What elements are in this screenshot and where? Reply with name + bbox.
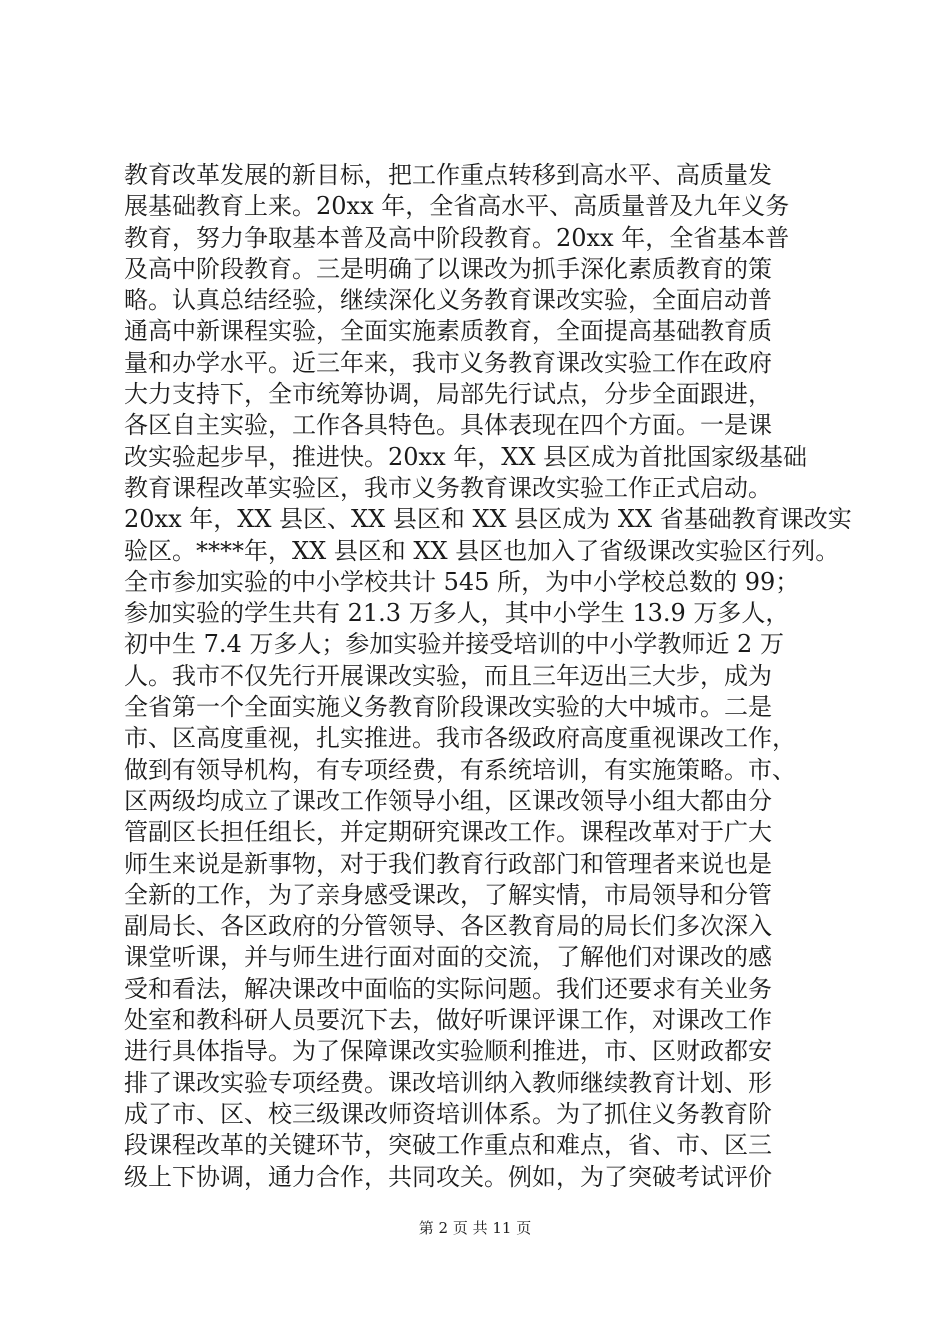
text-line: 教育课程改革实验区，我市义务教育课改实验工作正式启动。 bbox=[124, 473, 772, 502]
text-line: 师生来说是新事物，对于我们教育行政部门和管理者来说也是 bbox=[124, 849, 772, 878]
text-line: 验区。****年，XX 县区和 XX 县区也加入了省级课改实验区行列。 bbox=[124, 536, 840, 565]
text-line: 管副区长担任组长，并定期研究课改工作。课程改革对于广大 bbox=[124, 818, 772, 847]
text-line: 人。我市不仅先行开展课改实验，而且三年迈出三大步，成为 bbox=[124, 661, 772, 690]
text-line: 量和办学水平。近三年来，我市义务教育课改实验工作在政府 bbox=[124, 348, 772, 377]
text-line: 区两级均成立了课改工作领导小组，区课改领导小组大都由分 bbox=[124, 786, 772, 815]
page-number-footer: 第 2 页 共 11 页 bbox=[418, 1219, 532, 1237]
text-line: 教育，努力争取基本普及高中阶段教育。20xx 年，全省基本普 bbox=[124, 223, 790, 252]
text-line: 参加实验的学生共有 21.3 万多人，其中小学生 13.9 万多人， bbox=[124, 599, 790, 628]
text-line: 全省第一个全面实施义务教育阶段课改实验的大中城市。二是 bbox=[124, 693, 772, 722]
text-line: 各区自主实验，工作各具特色。具体表现在四个方面。一是课 bbox=[124, 411, 772, 440]
text-line: 初中生 7.4 万多人；参加实验并接受培训的中小学教师近 2 万 bbox=[124, 630, 784, 659]
text-line: 略。认真总结经验，继续深化义务教育课改实验，全面启动普 bbox=[124, 286, 772, 315]
text-line: 处室和教科研人员要沉下去，做好听课评课工作，对课改工作 bbox=[124, 1006, 772, 1035]
text-line: 全新的工作，为了亲身感受课改，了解实情，市局领导和分管 bbox=[124, 880, 772, 909]
text-line: 20xx 年，XX 县区、XX 县区和 XX 县区成为 XX 省基础教育课改实 bbox=[124, 505, 852, 534]
text-line: 级上下协调，通力合作，共同攻关。例如，为了突破考试评价 bbox=[124, 1162, 772, 1191]
body-paragraph bbox=[124, 160, 852, 1193]
text-line: 受和看法，解决课改中面临的实际问题。我们还要求有关业务 bbox=[124, 974, 772, 1003]
text-line: 教育改革发展的新目标，把工作重点转移到高水平、高质量发 bbox=[124, 161, 772, 189]
text-line: 展基础教育上来。20xx 年，全省高水平、高质量普及九年义务 bbox=[124, 192, 790, 221]
text-line: 段课程改革的关键环节，突破工作重点和难点，省、市、区三 bbox=[124, 1131, 772, 1160]
text-line: 通高中新课程实验，全面实施素质教育，全面提高基础教育质 bbox=[124, 317, 772, 346]
text-line: 市、区高度重视，扎实推进。我市各级政府高度重视课改工作， bbox=[124, 724, 796, 753]
text-line: 排了课改实验专项经费。课改培训纳入教师继续教育计划、形 bbox=[124, 1068, 772, 1097]
text-line: 进行具体指导。为了保障课改实验顺利推进，市、区财政都安 bbox=[124, 1037, 772, 1066]
text-line: 做到有领导机构，有专项经费，有系统培训，有实施策略。市、 bbox=[124, 755, 796, 784]
text-line: 成了市、区、校三级课改师资培训体系。为了抓住义务教育阶 bbox=[124, 1099, 772, 1128]
text-line: 改实验起步早，推进快。20xx 年，XX 县区成为首批国家级基础 bbox=[124, 442, 808, 471]
text-line: 副局长、各区政府的分管领导、各区教育局的局长们多次深入 bbox=[124, 912, 772, 941]
text-line: 及高中阶段教育。三是明确了以课改为抓手深化素质教育的策 bbox=[124, 254, 772, 283]
text-line: 课堂听课，并与师生进行面对面的交流，了解他们对课改的感 bbox=[124, 943, 772, 972]
text-line: 全市参加实验的中小学校共计 545 所，为中小学校总数的 99； bbox=[124, 567, 800, 596]
text-line: 大力支持下，全市统筹协调，局部先行试点，分步全面跟进， bbox=[124, 380, 772, 409]
